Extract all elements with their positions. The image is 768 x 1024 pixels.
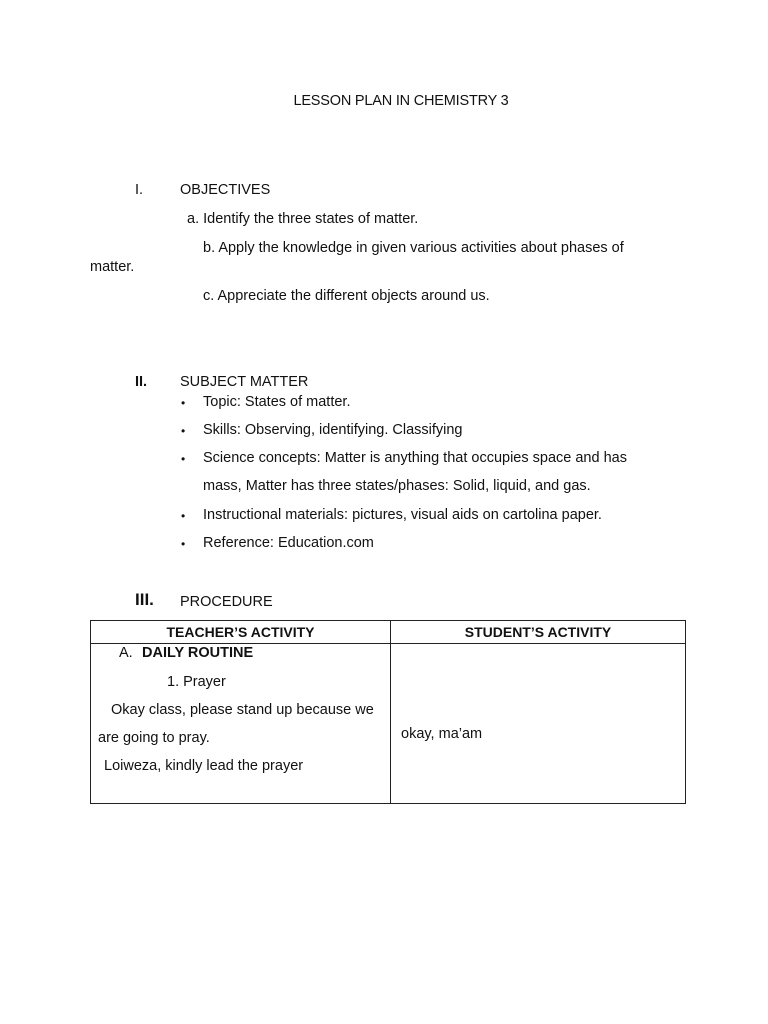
bullet-marker: • [181, 537, 186, 551]
routine-section-letter: A. [119, 645, 133, 661]
teacher-line-1: Okay class, please stand up because we [111, 702, 374, 718]
bullet-marker: • [181, 452, 186, 466]
student-activity-cell [391, 644, 686, 804]
objective-a: a. Identify the three states of matter. [187, 211, 419, 227]
table-header-row [91, 621, 686, 644]
table-row [91, 644, 686, 804]
document-title: LESSON PLAN IN CHEMISTRY 3 [293, 93, 509, 109]
teacher-activity-cell [91, 644, 391, 804]
section-heading-objectives: OBJECTIVES [180, 182, 271, 198]
table-header-student: STUDENT’S ACTIVITY [391, 621, 686, 644]
section-number-subject-matter: II. [135, 374, 148, 390]
objective-c: c. Appreciate the different objects around us. [203, 288, 490, 304]
bullet-science-concepts-continuation: mass, Matter has three states/phases: Solid, liquid, and gas. [203, 478, 591, 494]
bullet-instructional-materials: Instructional materials: pictures, visual aids on cartolina paper. [203, 507, 602, 523]
bullet-science-concepts: Science concepts: Matter is anything that occupies space and has [203, 450, 627, 466]
bullet-topic: Topic: States of matter. [203, 394, 351, 410]
bullet-marker: • [181, 509, 186, 523]
routine-section-title: DAILY ROUTINE [142, 645, 254, 661]
section-number-objectives: I. [135, 182, 144, 198]
objective-b-continuation: matter. [90, 259, 135, 275]
student-response: okay, ma’am [401, 726, 483, 742]
section-heading-procedure: PROCEDURE [180, 594, 273, 610]
teacher-line-2: are going to pray. [98, 730, 210, 746]
bullet-marker: • [181, 424, 186, 438]
table-header-teacher: TEACHER’S ACTIVITY [91, 621, 391, 644]
procedure-table [90, 620, 686, 804]
routine-step-prayer: 1. Prayer [167, 674, 226, 690]
section-heading-subject-matter: SUBJECT MATTER [180, 374, 309, 390]
objective-b: b. Apply the knowledge in given various activities about phases of [203, 240, 624, 256]
teacher-line-3: Loiweza, kindly lead the prayer [104, 758, 304, 774]
bullet-marker: • [181, 396, 186, 410]
bullet-skills: Skills: Observing, identifying. Classifying [203, 422, 463, 438]
section-number-procedure: III. [135, 590, 154, 609]
bullet-reference: Reference: Education.com [203, 535, 374, 551]
